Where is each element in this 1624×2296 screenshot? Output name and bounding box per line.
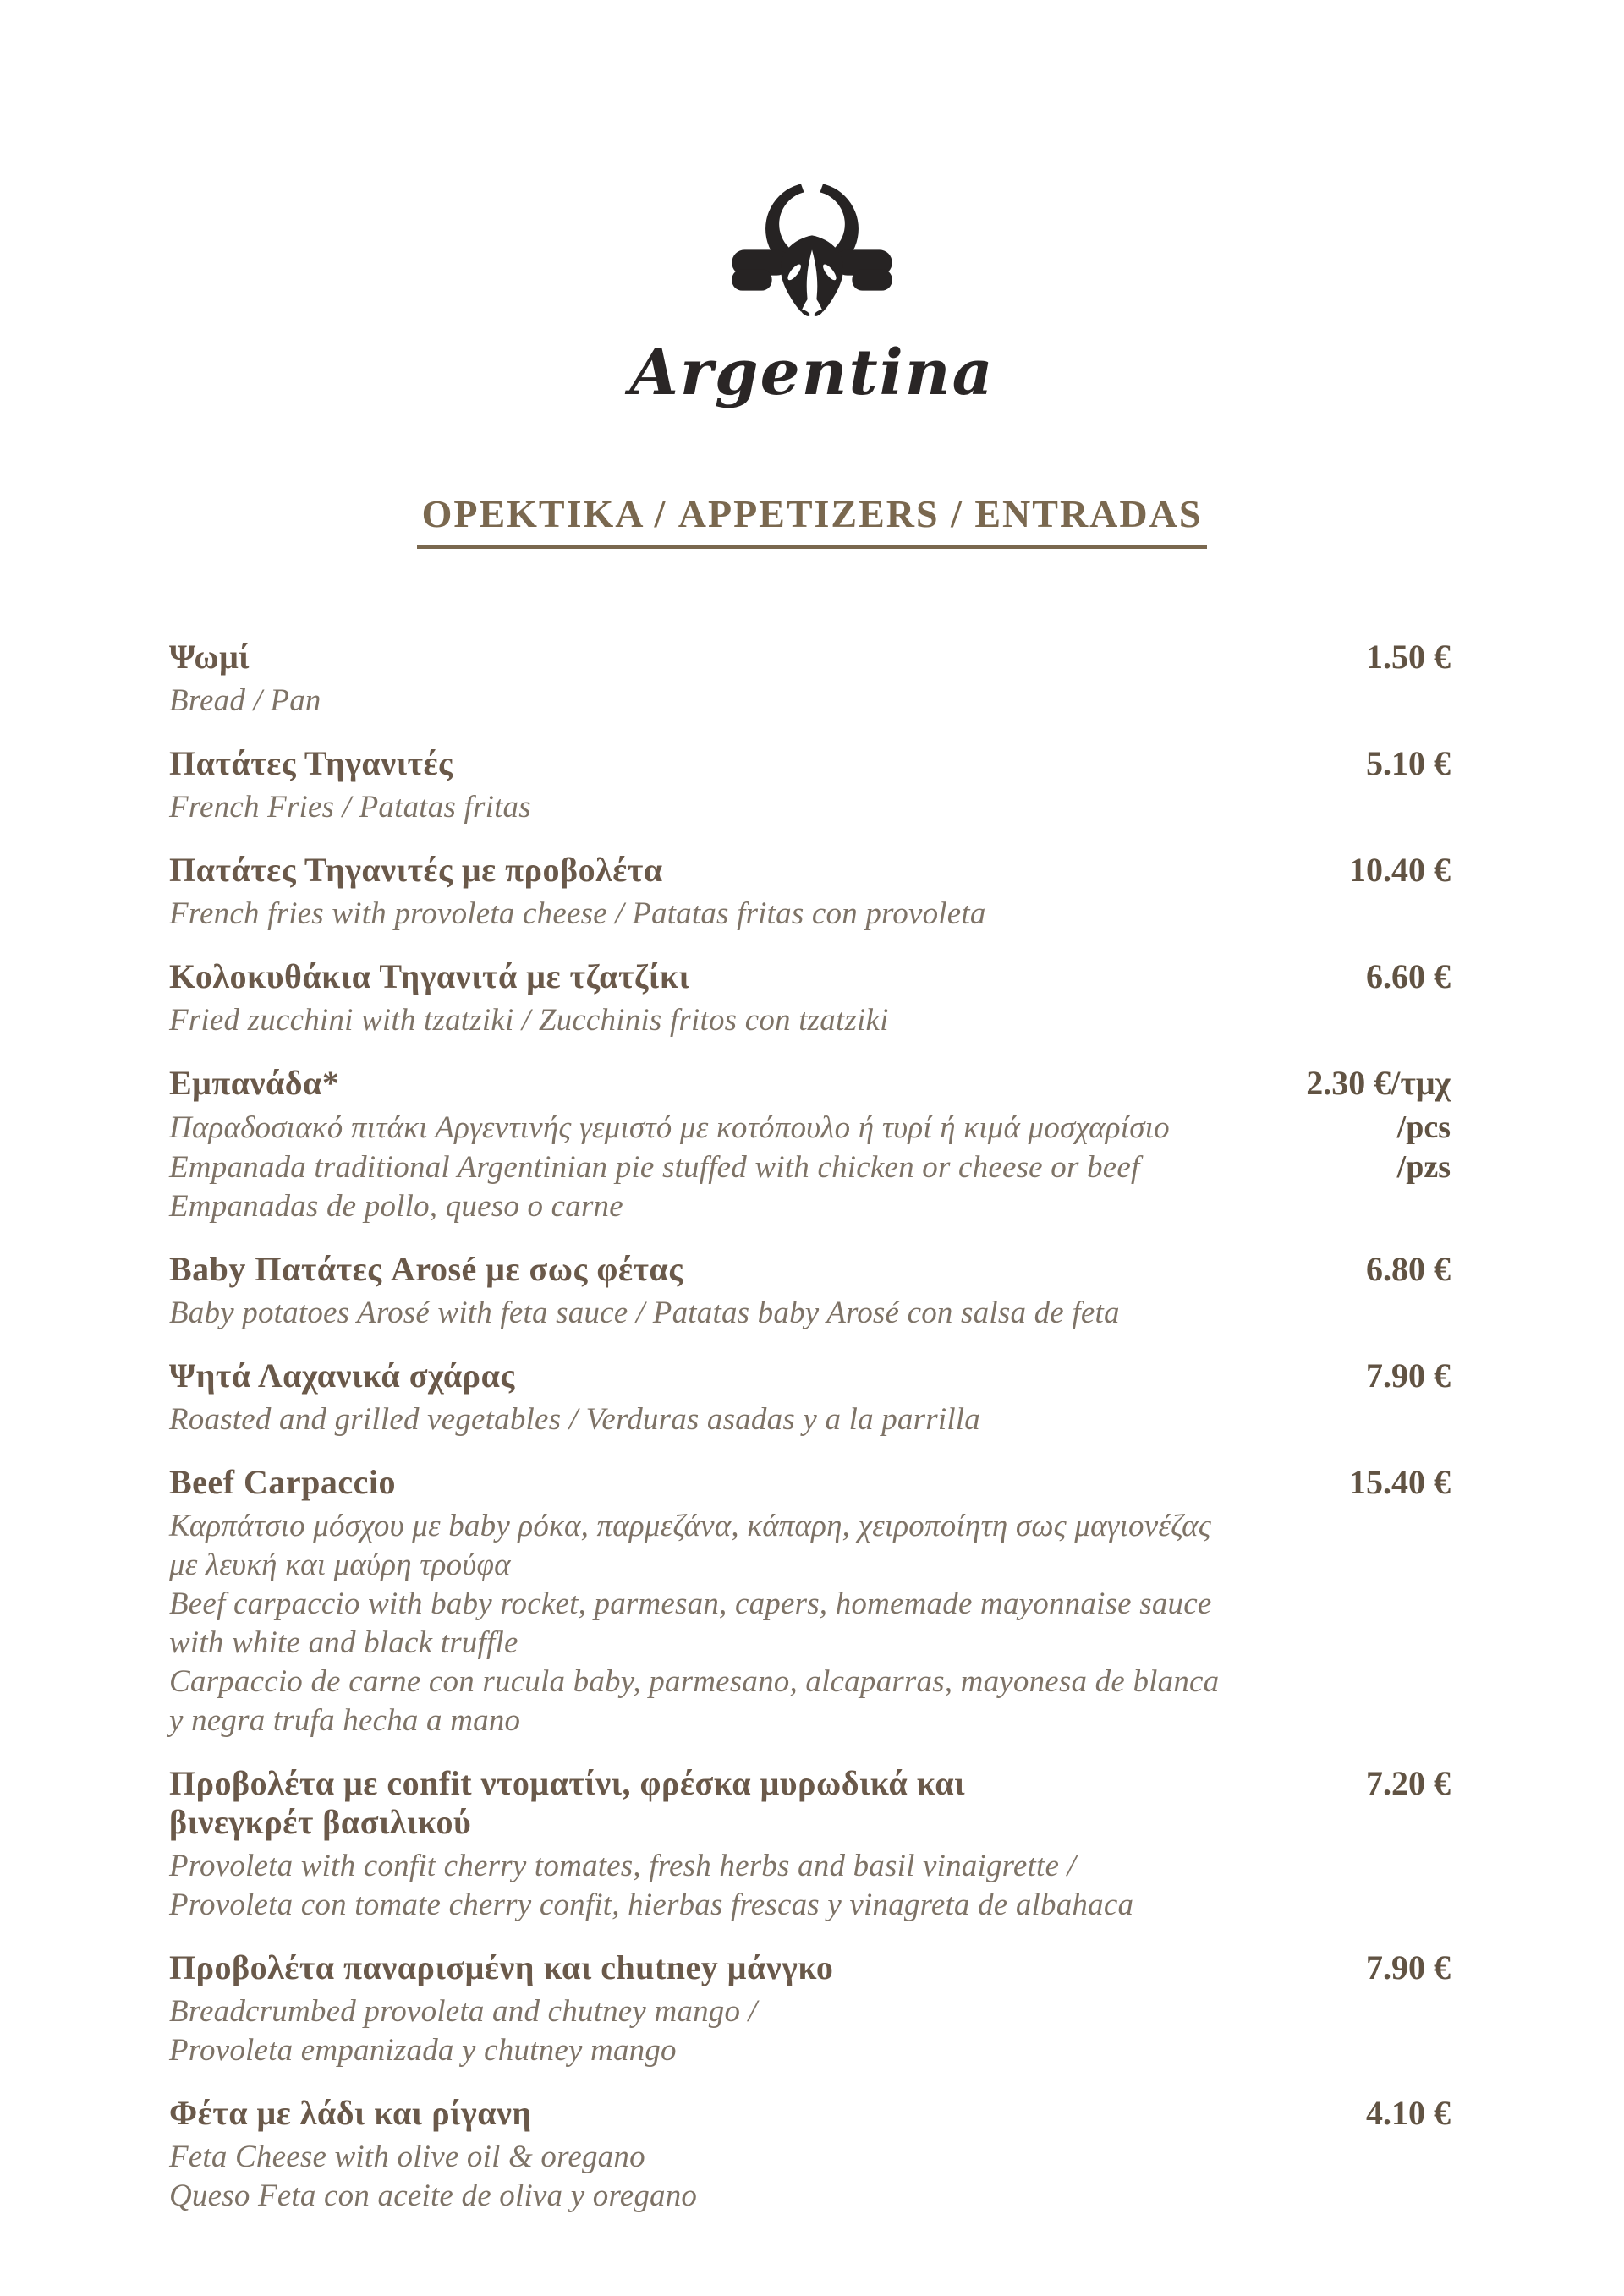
item-desc-text: French Fries / Patatas fritas — [169, 790, 531, 825]
section-title-wrap — [0, 492, 1624, 549]
item-desc-text: Roasted and grilled vegetables / Verduras asadas y a la parrilla — [169, 1402, 980, 1438]
item-desc-text: Queso Feta con aceite de oliva y oregano — [169, 2178, 698, 2214]
item-desc-text: Fried zucchini with tzatziki / Zucchinis fritos con tzatziki — [169, 1003, 889, 1038]
item-desc-text: με λευκή και μαύρη τρούφα — [169, 1548, 511, 1583]
item-desc-line — [169, 1400, 1451, 1439]
item-desc-line — [169, 1585, 1451, 1624]
item-desc-line — [169, 1001, 1451, 1040]
item-desc-line — [169, 1187, 1451, 1226]
item-desc-text: y negra trufa hecha a mano — [169, 1703, 521, 1739]
item-desc-text: Carpaccio de carne con rucula baby, parmesano, alcaparras, mayonesa de blanca — [169, 1664, 1220, 1700]
item-desc-text: Empanadas de pollo, queso o carne — [169, 1189, 623, 1225]
item-desc-text: Provoleta with confit cherry tomates, fresh herbs and basil vinaigrette / — [169, 1849, 1077, 1884]
item-name: Προβολέτα με confit ντοματίνι, φρέσκα μυρωδικά και — [169, 1764, 966, 1803]
item-desc-line — [169, 1507, 1451, 1546]
item-name: Κολοκυθάκια Τηγανιτά με τζατζίκι — [169, 957, 690, 996]
restaurant-logo — [0, 179, 1624, 408]
item-desc-text: Beef carpaccio with baby rocket, parmesan, capers, homemade mayonnaise sauce — [169, 1586, 1212, 1622]
menu-item — [169, 1463, 1451, 1740]
item-name: Baby Πατάτες Arosé με σως φέτας — [169, 1250, 683, 1289]
item-price: 7.90 € — [1366, 1948, 1451, 1987]
item-desc-text: Breadcrumbed provoleta and chutney mango / — [169, 1994, 758, 2030]
menu-item — [169, 851, 1451, 934]
item-desc-text: Provoleta empanizada y chutney mango — [169, 2033, 677, 2069]
item-desc-line — [169, 1847, 1451, 1886]
item-desc-line — [169, 895, 1451, 934]
item-desc-text: Baby potatoes Arosé with feta sauce / Patatas baby Arosé con salsa de feta — [169, 1296, 1120, 1331]
item-desc-text: Provoleta con tomate cherry confit, hierbas frescas y vinagreta de albahaca — [169, 1888, 1134, 1923]
item-desc-text: Bread / Pan — [169, 683, 321, 719]
item-desc-line — [169, 788, 1451, 827]
item-name-line2: βινεγκρέτ βασιλικού — [169, 1803, 472, 1842]
item-desc-line — [169, 1294, 1451, 1333]
item-name: Προβολέτα παναρισμένη και chutney μάνγκο — [169, 1948, 834, 1987]
menu-item — [169, 2094, 1451, 2216]
item-name: Ψωμί — [169, 638, 250, 677]
item-price: 10.40 € — [1349, 851, 1451, 890]
item-price: 4.10 € — [1366, 2094, 1451, 2133]
menu-item — [169, 1250, 1451, 1333]
menu-item — [169, 638, 1451, 721]
menu-item — [169, 1064, 1451, 1226]
item-desc-line — [169, 1148, 1451, 1187]
bull-logo-icon — [732, 179, 892, 332]
item-desc-text: Παραδοσιακό πιτάκι Αργεντινής γεμιστό με κοτόπουλο ή τυρί ή κιμά μοσχαρίσιο — [169, 1110, 1170, 1146]
brand-name: Argentina — [629, 337, 995, 409]
item-desc-text: Empanada traditional Argentinian pie stuffed with chicken or cheese or beef — [169, 1150, 1140, 1186]
item-price: 6.80 € — [1366, 1250, 1451, 1289]
item-desc-line — [169, 1992, 1451, 2031]
menu-item — [169, 744, 1451, 827]
item-price: 7.20 € — [1366, 1764, 1451, 1803]
item-name: Φέτα με λάδι και ρίγανη — [169, 2094, 532, 2133]
item-price: 6.60 € — [1366, 957, 1451, 996]
item-desc-text: Καρπάτσιο μόσχου με baby ρόκα, παρμεζάνα, κάπαρη, χειροποίητη σως μαγιονέζας — [169, 1509, 1211, 1544]
item-desc-line — [169, 2177, 1451, 2216]
item-price: 15.40 € — [1349, 1463, 1451, 1502]
item-desc-text: Feta Cheese with olive oil & oregano — [169, 2140, 645, 2175]
item-price: 5.10 € — [1366, 744, 1451, 783]
menu-item — [169, 1948, 1451, 2070]
item-desc-line — [169, 682, 1451, 721]
item-desc-text: with white and black truffle — [169, 1625, 518, 1661]
item-desc-line — [169, 1886, 1451, 1925]
menu-list — [0, 638, 1624, 2216]
item-desc-line — [169, 1108, 1451, 1148]
section-title: ΟΡΕΚΤΙΚΑ / APPETIZERS / ENTRADAS — [417, 492, 1208, 549]
item-price: 2.30 €/τμχ — [1306, 1064, 1451, 1103]
item-name: Πατάτες Τηγανιτές με προβολέτα — [169, 851, 663, 890]
item-desc-line — [169, 2138, 1451, 2177]
item-desc-text: French fries with provoleta cheese / Patatas fritas con provoleta — [169, 896, 986, 932]
item-desc-line — [169, 1546, 1451, 1585]
item-price: 1.50 € — [1366, 638, 1451, 677]
menu-item — [169, 1764, 1451, 1925]
menu-item — [169, 957, 1451, 1040]
item-desc-line — [169, 1701, 1451, 1740]
item-price: 7.90 € — [1366, 1356, 1451, 1395]
item-unit-label: /pcs — [1396, 1110, 1451, 1146]
item-desc-line — [169, 1663, 1451, 1701]
item-name: Ψητά Λαχανικά σχάρας — [169, 1356, 515, 1395]
item-desc-line — [169, 1624, 1451, 1663]
item-name: Εμπανάδα* — [169, 1064, 340, 1103]
item-unit-label: /pzs — [1396, 1149, 1451, 1186]
item-desc-line — [169, 2031, 1451, 2070]
item-name: Πατάτες Τηγανιτές — [169, 744, 453, 783]
menu-item — [169, 1356, 1451, 1439]
item-name: Beef Carpaccio — [169, 1463, 397, 1502]
